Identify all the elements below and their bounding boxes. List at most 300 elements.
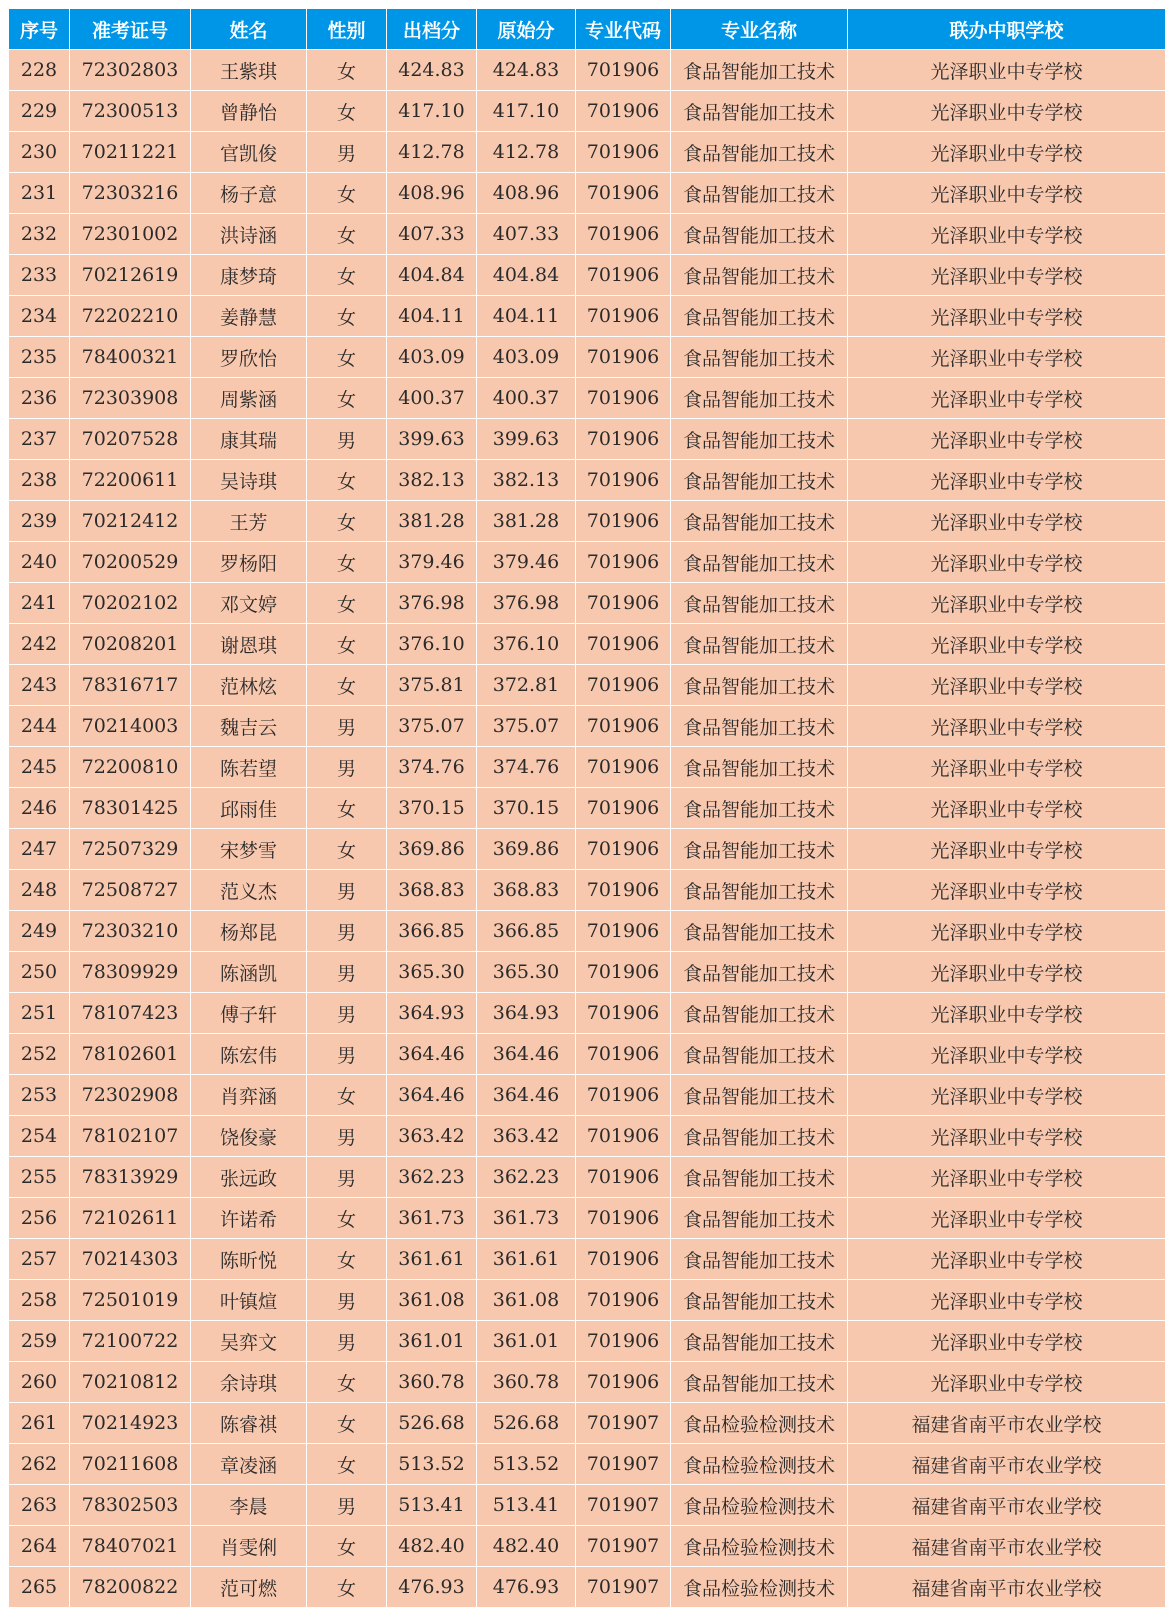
cell-major-name: 食品智能加工技术 xyxy=(671,173,848,214)
cell-major-name: 食品智能加工技术 xyxy=(671,132,848,173)
cell-seq: 261 xyxy=(9,1403,70,1444)
cell-name: 李晨 xyxy=(191,1485,307,1526)
cell-partner-school: 光泽职业中专学校 xyxy=(848,993,1166,1034)
cell-name: 陈昕悦 xyxy=(191,1239,307,1280)
cell-major-code: 701906 xyxy=(576,1362,671,1403)
cell-name: 姜静慧 xyxy=(191,296,307,337)
cell-seq: 265 xyxy=(9,1567,70,1608)
cell-partner-school: 光泽职业中专学校 xyxy=(848,1280,1166,1321)
cell-seq: 232 xyxy=(9,214,70,255)
cell-name: 叶镇煊 xyxy=(191,1280,307,1321)
cell-partner-school: 光泽职业中专学校 xyxy=(848,624,1166,665)
cell-raw-score: 361.61 xyxy=(477,1239,576,1280)
table-row xyxy=(9,829,1166,870)
cell-major-name: 食品智能加工技术 xyxy=(671,624,848,665)
col-header-raw-score: 原始分 xyxy=(477,9,576,50)
cell-gender: 女 xyxy=(307,1567,387,1608)
cell-seq: 236 xyxy=(9,378,70,419)
cell-major-name: 食品智能加工技术 xyxy=(671,378,848,419)
cell-major-name: 食品智能加工技术 xyxy=(671,952,848,993)
cell-seq: 262 xyxy=(9,1444,70,1485)
cell-major-code: 701906 xyxy=(576,501,671,542)
cell-raw-score: 412.78 xyxy=(477,132,576,173)
cell-major-name: 食品智能加工技术 xyxy=(671,1198,848,1239)
table-row xyxy=(9,296,1166,337)
cell-major-name: 食品智能加工技术 xyxy=(671,1116,848,1157)
cell-seq: 231 xyxy=(9,173,70,214)
cell-major-code: 701907 xyxy=(576,1526,671,1567)
cell-gender: 男 xyxy=(307,706,387,747)
cell-file-score: 381.28 xyxy=(387,501,477,542)
cell-exam-id: 72300513 xyxy=(70,91,191,132)
col-header-exam-id: 准考证号 xyxy=(70,9,191,50)
cell-gender: 女 xyxy=(307,583,387,624)
cell-partner-school: 光泽职业中专学校 xyxy=(848,952,1166,993)
cell-seq: 259 xyxy=(9,1321,70,1362)
table-row xyxy=(9,337,1166,378)
cell-raw-score: 375.07 xyxy=(477,706,576,747)
cell-partner-school: 光泽职业中专学校 xyxy=(848,788,1166,829)
cell-raw-score: 404.84 xyxy=(477,255,576,296)
table-row xyxy=(9,255,1166,296)
table-row xyxy=(9,870,1166,911)
cell-partner-school: 福建省南平市农业学校 xyxy=(848,1403,1166,1444)
cell-seq: 229 xyxy=(9,91,70,132)
cell-raw-score: 513.52 xyxy=(477,1444,576,1485)
cell-gender: 男 xyxy=(307,870,387,911)
cell-exam-id: 70200529 xyxy=(70,542,191,583)
cell-major-code: 701906 xyxy=(576,337,671,378)
cell-partner-school: 光泽职业中专学校 xyxy=(848,1321,1166,1362)
cell-file-score: 513.52 xyxy=(387,1444,477,1485)
cell-file-score: 365.30 xyxy=(387,952,477,993)
cell-exam-id: 72302908 xyxy=(70,1075,191,1116)
cell-partner-school: 光泽职业中专学校 xyxy=(848,460,1166,501)
table-row xyxy=(9,1526,1166,1567)
cell-exam-id: 70207528 xyxy=(70,419,191,460)
cell-major-code: 701906 xyxy=(576,952,671,993)
cell-raw-score: 408.96 xyxy=(477,173,576,214)
cell-partner-school: 光泽职业中专学校 xyxy=(848,911,1166,952)
cell-major-name: 食品智能加工技术 xyxy=(671,583,848,624)
cell-raw-score: 381.28 xyxy=(477,501,576,542)
cell-gender: 女 xyxy=(307,829,387,870)
cell-major-name: 食品智能加工技术 xyxy=(671,419,848,460)
cell-exam-id: 78313929 xyxy=(70,1157,191,1198)
cell-exam-id: 70211221 xyxy=(70,132,191,173)
cell-gender: 女 xyxy=(307,665,387,706)
cell-seq: 242 xyxy=(9,624,70,665)
cell-raw-score: 476.93 xyxy=(477,1567,576,1608)
cell-raw-score: 368.83 xyxy=(477,870,576,911)
cell-seq: 234 xyxy=(9,296,70,337)
cell-name: 杨子意 xyxy=(191,173,307,214)
cell-exam-id: 72102611 xyxy=(70,1198,191,1239)
cell-gender: 男 xyxy=(307,1485,387,1526)
cell-exam-id: 78400321 xyxy=(70,337,191,378)
cell-partner-school: 光泽职业中专学校 xyxy=(848,419,1166,460)
table-row xyxy=(9,214,1166,255)
cell-gender: 女 xyxy=(307,337,387,378)
table-row xyxy=(9,1075,1166,1116)
cell-major-code: 701906 xyxy=(576,542,671,583)
cell-partner-school: 光泽职业中专学校 xyxy=(848,1198,1166,1239)
cell-file-score: 370.15 xyxy=(387,788,477,829)
col-header-seq: 序号 xyxy=(9,9,70,50)
cell-exam-id: 70214923 xyxy=(70,1403,191,1444)
cell-raw-score: 361.73 xyxy=(477,1198,576,1239)
cell-major-code: 701906 xyxy=(576,583,671,624)
cell-file-score: 360.78 xyxy=(387,1362,477,1403)
cell-seq: 257 xyxy=(9,1239,70,1280)
cell-exam-id: 72303216 xyxy=(70,173,191,214)
cell-raw-score: 366.85 xyxy=(477,911,576,952)
cell-partner-school: 光泽职业中专学校 xyxy=(848,665,1166,706)
cell-major-name: 食品智能加工技术 xyxy=(671,1239,848,1280)
cell-raw-score: 382.13 xyxy=(477,460,576,501)
cell-name: 余诗琪 xyxy=(191,1362,307,1403)
cell-partner-school: 光泽职业中专学校 xyxy=(848,1362,1166,1403)
cell-partner-school: 光泽职业中专学校 xyxy=(848,91,1166,132)
cell-name: 傅子轩 xyxy=(191,993,307,1034)
cell-gender: 女 xyxy=(307,460,387,501)
cell-major-name: 食品智能加工技术 xyxy=(671,870,848,911)
cell-raw-score: 365.30 xyxy=(477,952,576,993)
cell-name: 康其瑞 xyxy=(191,419,307,460)
cell-file-score: 375.07 xyxy=(387,706,477,747)
cell-major-name: 食品智能加工技术 xyxy=(671,214,848,255)
cell-exam-id: 78107423 xyxy=(70,993,191,1034)
cell-exam-id: 70212412 xyxy=(70,501,191,542)
cell-seq: 250 xyxy=(9,952,70,993)
cell-seq: 264 xyxy=(9,1526,70,1567)
cell-exam-id: 72303908 xyxy=(70,378,191,419)
cell-exam-id: 72200611 xyxy=(70,460,191,501)
cell-seq: 247 xyxy=(9,829,70,870)
cell-gender: 男 xyxy=(307,132,387,173)
cell-major-name: 食品智能加工技术 xyxy=(671,1362,848,1403)
cell-major-name: 食品智能加工技术 xyxy=(671,1034,848,1075)
cell-major-name: 食品检验检测技术 xyxy=(671,1444,848,1485)
cell-exam-id: 78407021 xyxy=(70,1526,191,1567)
cell-exam-id: 78309929 xyxy=(70,952,191,993)
cell-major-name: 食品智能加工技术 xyxy=(671,542,848,583)
cell-major-code: 701906 xyxy=(576,214,671,255)
cell-major-code: 701906 xyxy=(576,378,671,419)
cell-major-name: 食品智能加工技术 xyxy=(671,788,848,829)
cell-raw-score: 362.23 xyxy=(477,1157,576,1198)
header-row xyxy=(9,9,1166,50)
cell-seq: 248 xyxy=(9,870,70,911)
cell-name: 罗杨阳 xyxy=(191,542,307,583)
table-row xyxy=(9,706,1166,747)
cell-exam-id: 72303210 xyxy=(70,911,191,952)
cell-partner-school: 光泽职业中专学校 xyxy=(848,378,1166,419)
cell-name: 魏吉云 xyxy=(191,706,307,747)
cell-file-score: 364.46 xyxy=(387,1034,477,1075)
table-row xyxy=(9,624,1166,665)
cell-seq: 238 xyxy=(9,460,70,501)
cell-major-name: 食品智能加工技术 xyxy=(671,255,848,296)
cell-major-code: 701906 xyxy=(576,1239,671,1280)
cell-exam-id: 78200822 xyxy=(70,1567,191,1608)
cell-seq: 235 xyxy=(9,337,70,378)
cell-major-code: 701906 xyxy=(576,829,671,870)
cell-name: 陈宏伟 xyxy=(191,1034,307,1075)
cell-major-code: 701906 xyxy=(576,1198,671,1239)
cell-file-score: 363.42 xyxy=(387,1116,477,1157)
cell-major-name: 食品智能加工技术 xyxy=(671,91,848,132)
cell-raw-score: 400.37 xyxy=(477,378,576,419)
cell-exam-id: 72100722 xyxy=(70,1321,191,1362)
col-header-major-code: 专业代码 xyxy=(576,9,671,50)
cell-gender: 女 xyxy=(307,1526,387,1567)
cell-gender: 男 xyxy=(307,1116,387,1157)
col-header-partner-school: 联办中职学校 xyxy=(848,9,1166,50)
cell-major-name: 食品智能加工技术 xyxy=(671,501,848,542)
table-row xyxy=(9,952,1166,993)
cell-partner-school: 光泽职业中专学校 xyxy=(848,829,1166,870)
table-row xyxy=(9,1198,1166,1239)
cell-gender: 女 xyxy=(307,214,387,255)
cell-gender: 女 xyxy=(307,378,387,419)
cell-major-name: 食品智能加工技术 xyxy=(671,460,848,501)
cell-seq: 237 xyxy=(9,419,70,460)
cell-major-name: 食品智能加工技术 xyxy=(671,337,848,378)
cell-name: 邱雨佳 xyxy=(191,788,307,829)
cell-raw-score: 374.76 xyxy=(477,747,576,788)
cell-major-code: 701906 xyxy=(576,911,671,952)
cell-file-score: 361.01 xyxy=(387,1321,477,1362)
cell-major-code: 701906 xyxy=(576,173,671,214)
cell-gender: 女 xyxy=(307,1075,387,1116)
cell-major-code: 701906 xyxy=(576,870,671,911)
cell-major-code: 701906 xyxy=(576,419,671,460)
cell-file-score: 361.73 xyxy=(387,1198,477,1239)
cell-raw-score: 399.63 xyxy=(477,419,576,460)
cell-file-score: 361.61 xyxy=(387,1239,477,1280)
cell-major-code: 701906 xyxy=(576,1321,671,1362)
cell-partner-school: 光泽职业中专学校 xyxy=(848,747,1166,788)
cell-raw-score: 372.81 xyxy=(477,665,576,706)
cell-name: 陈若望 xyxy=(191,747,307,788)
table-row xyxy=(9,460,1166,501)
cell-gender: 女 xyxy=(307,542,387,583)
cell-seq: 240 xyxy=(9,542,70,583)
cell-exam-id: 72301002 xyxy=(70,214,191,255)
cell-seq: 230 xyxy=(9,132,70,173)
table-row xyxy=(9,542,1166,583)
cell-name: 邓文婷 xyxy=(191,583,307,624)
cell-file-score: 399.63 xyxy=(387,419,477,460)
cell-raw-score: 360.78 xyxy=(477,1362,576,1403)
cell-partner-school: 光泽职业中专学校 xyxy=(848,870,1166,911)
cell-file-score: 379.46 xyxy=(387,542,477,583)
cell-file-score: 382.13 xyxy=(387,460,477,501)
cell-raw-score: 364.93 xyxy=(477,993,576,1034)
cell-major-code: 701907 xyxy=(576,1485,671,1526)
table-row xyxy=(9,378,1166,419)
cell-partner-school: 光泽职业中专学校 xyxy=(848,50,1166,91)
cell-seq: 263 xyxy=(9,1485,70,1526)
cell-file-score: 368.83 xyxy=(387,870,477,911)
cell-file-score: 407.33 xyxy=(387,214,477,255)
table-row xyxy=(9,1116,1166,1157)
cell-major-name: 食品智能加工技术 xyxy=(671,829,848,870)
cell-raw-score: 364.46 xyxy=(477,1034,576,1075)
cell-name: 曾静怡 xyxy=(191,91,307,132)
cell-exam-id: 70211608 xyxy=(70,1444,191,1485)
cell-seq: 254 xyxy=(9,1116,70,1157)
table-row xyxy=(9,788,1166,829)
cell-raw-score: 513.41 xyxy=(477,1485,576,1526)
cell-gender: 女 xyxy=(307,296,387,337)
cell-major-name: 食品智能加工技术 xyxy=(671,1321,848,1362)
table-row xyxy=(9,1403,1166,1444)
cell-gender: 男 xyxy=(307,1280,387,1321)
cell-file-score: 404.84 xyxy=(387,255,477,296)
cell-exam-id: 72501019 xyxy=(70,1280,191,1321)
cell-raw-score: 417.10 xyxy=(477,91,576,132)
cell-seq: 239 xyxy=(9,501,70,542)
cell-major-code: 701906 xyxy=(576,1280,671,1321)
cell-exam-id: 72200810 xyxy=(70,747,191,788)
cell-exam-id: 72508727 xyxy=(70,870,191,911)
table-row xyxy=(9,993,1166,1034)
cell-file-score: 417.10 xyxy=(387,91,477,132)
table-row xyxy=(9,173,1166,214)
cell-file-score: 376.10 xyxy=(387,624,477,665)
cell-major-name: 食品智能加工技术 xyxy=(671,747,848,788)
cell-name: 杨郑昆 xyxy=(191,911,307,952)
cell-seq: 228 xyxy=(9,50,70,91)
cell-gender: 女 xyxy=(307,624,387,665)
cell-file-score: 482.40 xyxy=(387,1526,477,1567)
cell-major-code: 701906 xyxy=(576,624,671,665)
cell-gender: 女 xyxy=(307,91,387,132)
table-row xyxy=(9,1034,1166,1075)
cell-name: 肖弈涵 xyxy=(191,1075,307,1116)
cell-partner-school: 光泽职业中专学校 xyxy=(848,173,1166,214)
cell-major-name: 食品智能加工技术 xyxy=(671,665,848,706)
cell-name: 章凌涵 xyxy=(191,1444,307,1485)
cell-partner-school: 光泽职业中专学校 xyxy=(848,1034,1166,1075)
cell-major-name: 食品智能加工技术 xyxy=(671,911,848,952)
cell-name: 官凯俊 xyxy=(191,132,307,173)
cell-name: 肖雯俐 xyxy=(191,1526,307,1567)
admission-score-table xyxy=(8,8,1166,1608)
cell-gender: 女 xyxy=(307,1403,387,1444)
cell-major-name: 食品智能加工技术 xyxy=(671,1157,848,1198)
table-row xyxy=(9,1567,1166,1608)
cell-exam-id: 72202210 xyxy=(70,296,191,337)
cell-gender: 男 xyxy=(307,1157,387,1198)
table-row xyxy=(9,665,1166,706)
col-header-file-score: 出档分 xyxy=(387,9,477,50)
table-row xyxy=(9,91,1166,132)
cell-raw-score: 370.15 xyxy=(477,788,576,829)
table-row xyxy=(9,911,1166,952)
cell-gender: 男 xyxy=(307,1321,387,1362)
cell-major-name: 食品智能加工技术 xyxy=(671,1280,848,1321)
cell-seq: 252 xyxy=(9,1034,70,1075)
cell-name: 康梦琦 xyxy=(191,255,307,296)
cell-major-code: 701907 xyxy=(576,1567,671,1608)
cell-exam-id: 70202102 xyxy=(70,583,191,624)
cell-file-score: 424.83 xyxy=(387,50,477,91)
cell-partner-school: 光泽职业中专学校 xyxy=(848,1239,1166,1280)
cell-gender: 女 xyxy=(307,788,387,829)
table-row xyxy=(9,50,1166,91)
cell-gender: 男 xyxy=(307,952,387,993)
cell-major-name: 食品检验检测技术 xyxy=(671,1567,848,1608)
cell-raw-score: 363.42 xyxy=(477,1116,576,1157)
cell-raw-score: 361.08 xyxy=(477,1280,576,1321)
cell-file-score: 362.23 xyxy=(387,1157,477,1198)
cell-gender: 男 xyxy=(307,747,387,788)
cell-gender: 男 xyxy=(307,419,387,460)
cell-seq: 249 xyxy=(9,911,70,952)
cell-major-code: 701906 xyxy=(576,460,671,501)
table-body xyxy=(9,50,1166,1608)
cell-gender: 女 xyxy=(307,255,387,296)
cell-gender: 女 xyxy=(307,501,387,542)
cell-file-score: 408.96 xyxy=(387,173,477,214)
cell-major-name: 食品智能加工技术 xyxy=(671,706,848,747)
cell-file-score: 476.93 xyxy=(387,1567,477,1608)
cell-name: 王紫琪 xyxy=(191,50,307,91)
cell-gender: 女 xyxy=(307,1198,387,1239)
cell-file-score: 364.46 xyxy=(387,1075,477,1116)
cell-partner-school: 福建省南平市农业学校 xyxy=(848,1526,1166,1567)
cell-exam-id: 70214003 xyxy=(70,706,191,747)
table-row xyxy=(9,1157,1166,1198)
cell-partner-school: 光泽职业中专学校 xyxy=(848,1116,1166,1157)
cell-exam-id: 78301425 xyxy=(70,788,191,829)
cell-partner-school: 光泽职业中专学校 xyxy=(848,706,1166,747)
cell-exam-id: 70212619 xyxy=(70,255,191,296)
cell-major-code: 701906 xyxy=(576,706,671,747)
cell-file-score: 513.41 xyxy=(387,1485,477,1526)
table-row xyxy=(9,1362,1166,1403)
table-row xyxy=(9,747,1166,788)
cell-raw-score: 369.86 xyxy=(477,829,576,870)
cell-partner-school: 福建省南平市农业学校 xyxy=(848,1444,1166,1485)
cell-seq: 246 xyxy=(9,788,70,829)
cell-raw-score: 376.98 xyxy=(477,583,576,624)
cell-exam-id: 72302803 xyxy=(70,50,191,91)
cell-gender: 男 xyxy=(307,993,387,1034)
cell-major-code: 701907 xyxy=(576,1403,671,1444)
cell-seq: 260 xyxy=(9,1362,70,1403)
cell-major-code: 701906 xyxy=(576,1157,671,1198)
cell-file-score: 376.98 xyxy=(387,583,477,624)
cell-gender: 男 xyxy=(307,1034,387,1075)
cell-major-name: 食品检验检测技术 xyxy=(671,1403,848,1444)
col-header-major-name: 专业名称 xyxy=(671,9,848,50)
cell-raw-score: 407.33 xyxy=(477,214,576,255)
cell-raw-score: 482.40 xyxy=(477,1526,576,1567)
cell-major-code: 701906 xyxy=(576,1075,671,1116)
cell-major-code: 701906 xyxy=(576,788,671,829)
cell-file-score: 404.11 xyxy=(387,296,477,337)
cell-seq: 243 xyxy=(9,665,70,706)
cell-seq: 256 xyxy=(9,1198,70,1239)
table-row xyxy=(9,132,1166,173)
table-row xyxy=(9,1239,1166,1280)
cell-name: 陈睿祺 xyxy=(191,1403,307,1444)
cell-gender: 女 xyxy=(307,1362,387,1403)
